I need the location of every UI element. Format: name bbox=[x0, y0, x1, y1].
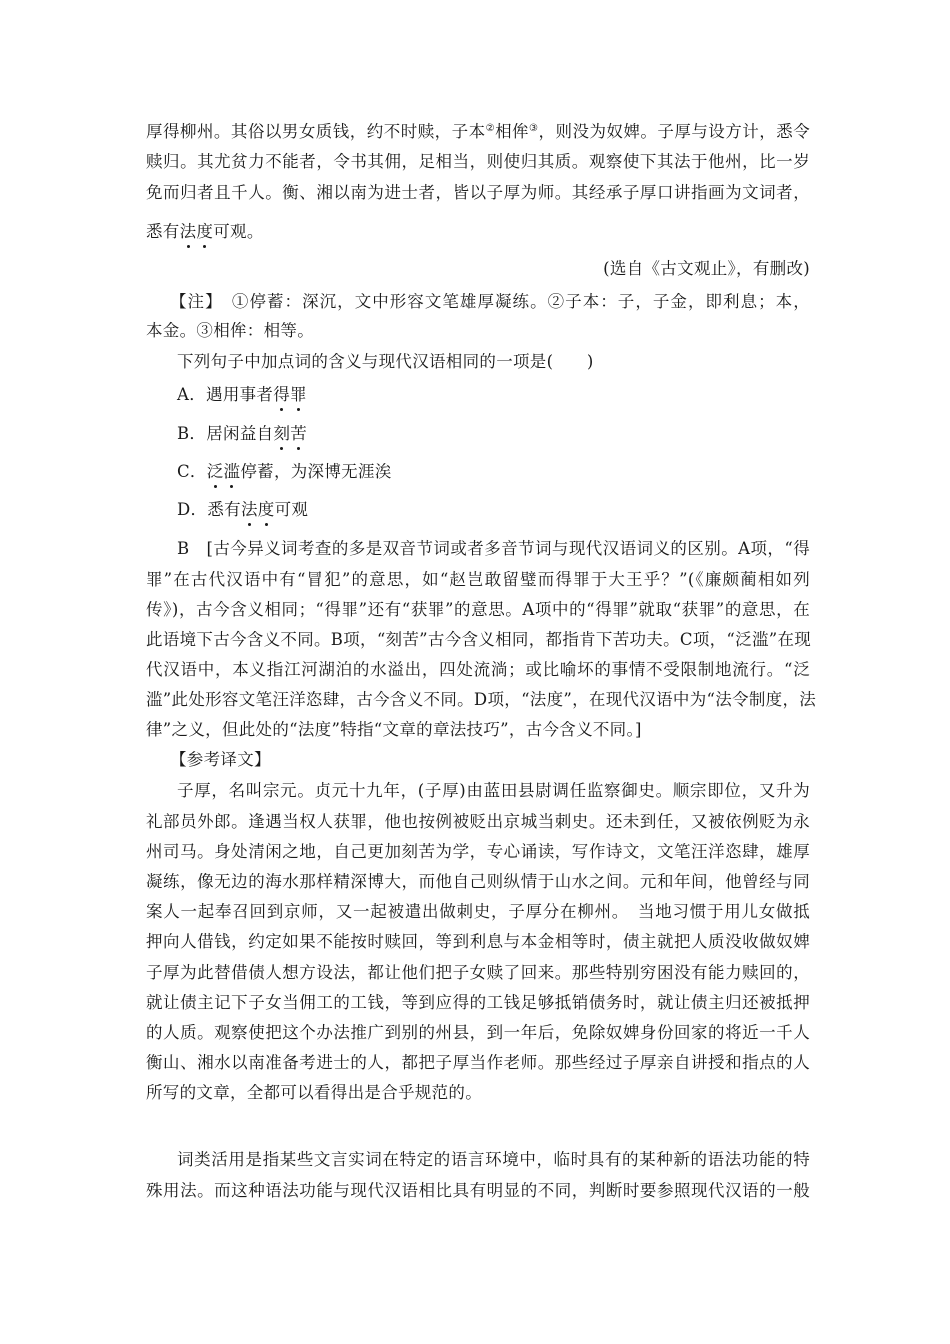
answer-line: 传》)，古今含义相同；“得罪”还有“获罪”的意思。A项中的“得罪”就取“获罪”的意思，在 bbox=[146, 600, 810, 619]
question-option-b[interactable]: B．居闲益自刻 苦 bbox=[177, 424, 810, 444]
translation-line: 礼部员外郎。逢遇当权人获罪，他也按例被贬出京城当刺史。还未到任，又被依例贬为永 bbox=[146, 812, 810, 831]
emphasis-dot bbox=[248, 523, 251, 526]
translation-line: 所写的文章，全都可以看得出是合乎规范的。 bbox=[146, 1083, 482, 1102]
notes-line-1: 【注】 ①停蓄：深沉，文中形容文笔雄厚凝练。②子本：子，子金，即利息；本， bbox=[170, 292, 810, 311]
answer-line: 律”之义，但此处的“法度”特指“文章的章法技巧”，古今含义不同。] bbox=[146, 720, 642, 739]
emphasis-dot bbox=[265, 523, 268, 526]
passage-line-2: 赎归。其尤贫力不能者，令书其佣，足相当，则使归其质。观察使下其法于他州，比一岁 bbox=[146, 152, 810, 171]
passage-line-4: 悉有法 度 可观。 bbox=[146, 222, 810, 242]
emphasis-dot bbox=[280, 447, 283, 450]
question-option-c[interactable]: C．泛 滥 停蓄，为深博无涯涘 bbox=[177, 462, 810, 482]
passage-line-3: 免而归者且千人。衡、湘以南为进士者，皆以子厚为师。其经承子厚口讲指画为文词者， bbox=[146, 183, 810, 202]
emphasis-dot bbox=[297, 447, 300, 450]
answer-line: 滥”此处形容文笔汪洋恣肆，古今含义不同。D项，“法度”，在现代汉语中为“法令制度，法 bbox=[146, 690, 817, 709]
emphasis-dot bbox=[187, 245, 190, 248]
answer-line: 罪”在古代汉语中有“冒犯”的意思，如“赵岂敢留璧而得罪于大王乎？”(《廉颇蔺相如列 bbox=[146, 570, 810, 589]
emphasis-dot bbox=[203, 245, 206, 248]
translation-line: 的人质。观察使把这个办法推广到别的州县，到一年后，免除奴婢身份回家的将近一千人 bbox=[146, 1023, 810, 1042]
answer-line: 代汉语中，本义指江河湖泊的水溢出，四处流淌；或比喻坏的事情不受限制地流行。“泛 bbox=[146, 660, 810, 679]
translation-line: 凝练，像无边的海水那样精深博大，而他自己则纵情于山水之间。元和年间，他曾经与同 bbox=[146, 872, 810, 891]
translation-line: 衡山、湘水以南准备考进士的人，都把子厚当作老师。那些经过子厚亲自讲授和指点的人 bbox=[146, 1053, 810, 1072]
question-option-d[interactable]: D．悉有法 度 可观 bbox=[177, 500, 810, 520]
translation-line: 子厚为此替借债人想方设法，都让他们把子女赎了回来。那些特别穷困没有能力赎回的， bbox=[146, 963, 810, 982]
emphasis-dot bbox=[214, 485, 217, 488]
emphasis-dot bbox=[230, 485, 233, 488]
translation-heading: 【参考译文】 bbox=[170, 750, 271, 769]
source-citation: (选自《古文观止》，有删改) bbox=[603, 259, 810, 278]
notes-line-2: 本金。③相侔：相等。 bbox=[146, 321, 314, 340]
section-line: 殊用法。而这种语法功能与现代汉语相比具有明显的不同，判断时要参照现代汉语的一般 bbox=[146, 1181, 810, 1200]
passage-line-1: 厚得柳州。其俗以男女质钱，约不时赎，子本②相侔③，则没为奴婢。子厚与设方计，悉令 bbox=[146, 122, 811, 141]
answer-line: B [古今异义词考查的多是双音节词或者多音节词与现代汉语词义的区别。A项，“得 bbox=[177, 539, 810, 558]
dotted-word: 泛 滥 bbox=[207, 462, 241, 481]
emphasis-dot bbox=[297, 408, 300, 411]
translation-line: 就让债主记下子女当佣工的工钱，等到应得的工钱足够抵销债务时，就让债主归还被抵押 bbox=[146, 993, 810, 1012]
dotted-word: 法 度 bbox=[180, 222, 214, 241]
translation-line: 子厚，名叫宗元。贞元十九年，(子厚)由蓝田县尉调任监察御史。顺宗即位，又升为 bbox=[177, 781, 810, 800]
translation-line: 押向人借钱，约定如果不能按时赎回，等到利息与本金相等时，债主就把人质没收做奴婢 bbox=[146, 932, 810, 951]
answer-line: 此语境下古今含义不同。B项，“刻苦”古今含义相同，都指肯下苦功夫。C项，“泛滥”在现 bbox=[146, 630, 812, 649]
emphasis-dot bbox=[280, 408, 283, 411]
dotted-word: 得 罪 bbox=[273, 385, 307, 404]
question-option-a[interactable]: A．遇用事者得 罪 bbox=[177, 385, 810, 405]
translation-line: 案人一起奉召回到京师，又一起被遣出做刺史，子厚分在柳州。 当地习惯于用儿女做抵 bbox=[146, 902, 810, 921]
translation-line: 州司马。身处清闲之地，自己更加刻苦为学，专心诵读，写作诗文，文笔汪洋恣肆，雄厚 bbox=[146, 842, 810, 861]
question-stem: 下列句子中加点词的含义与现代汉语相同的一项是( ) bbox=[177, 352, 594, 371]
dotted-word: 法 度 bbox=[241, 500, 275, 519]
dotted-word: 刻 苦 bbox=[273, 424, 307, 443]
section-line: 词类活用是指某些文言实词在特定的语言环境中，临时具有的某种新的语法功能的特 bbox=[177, 1150, 810, 1169]
